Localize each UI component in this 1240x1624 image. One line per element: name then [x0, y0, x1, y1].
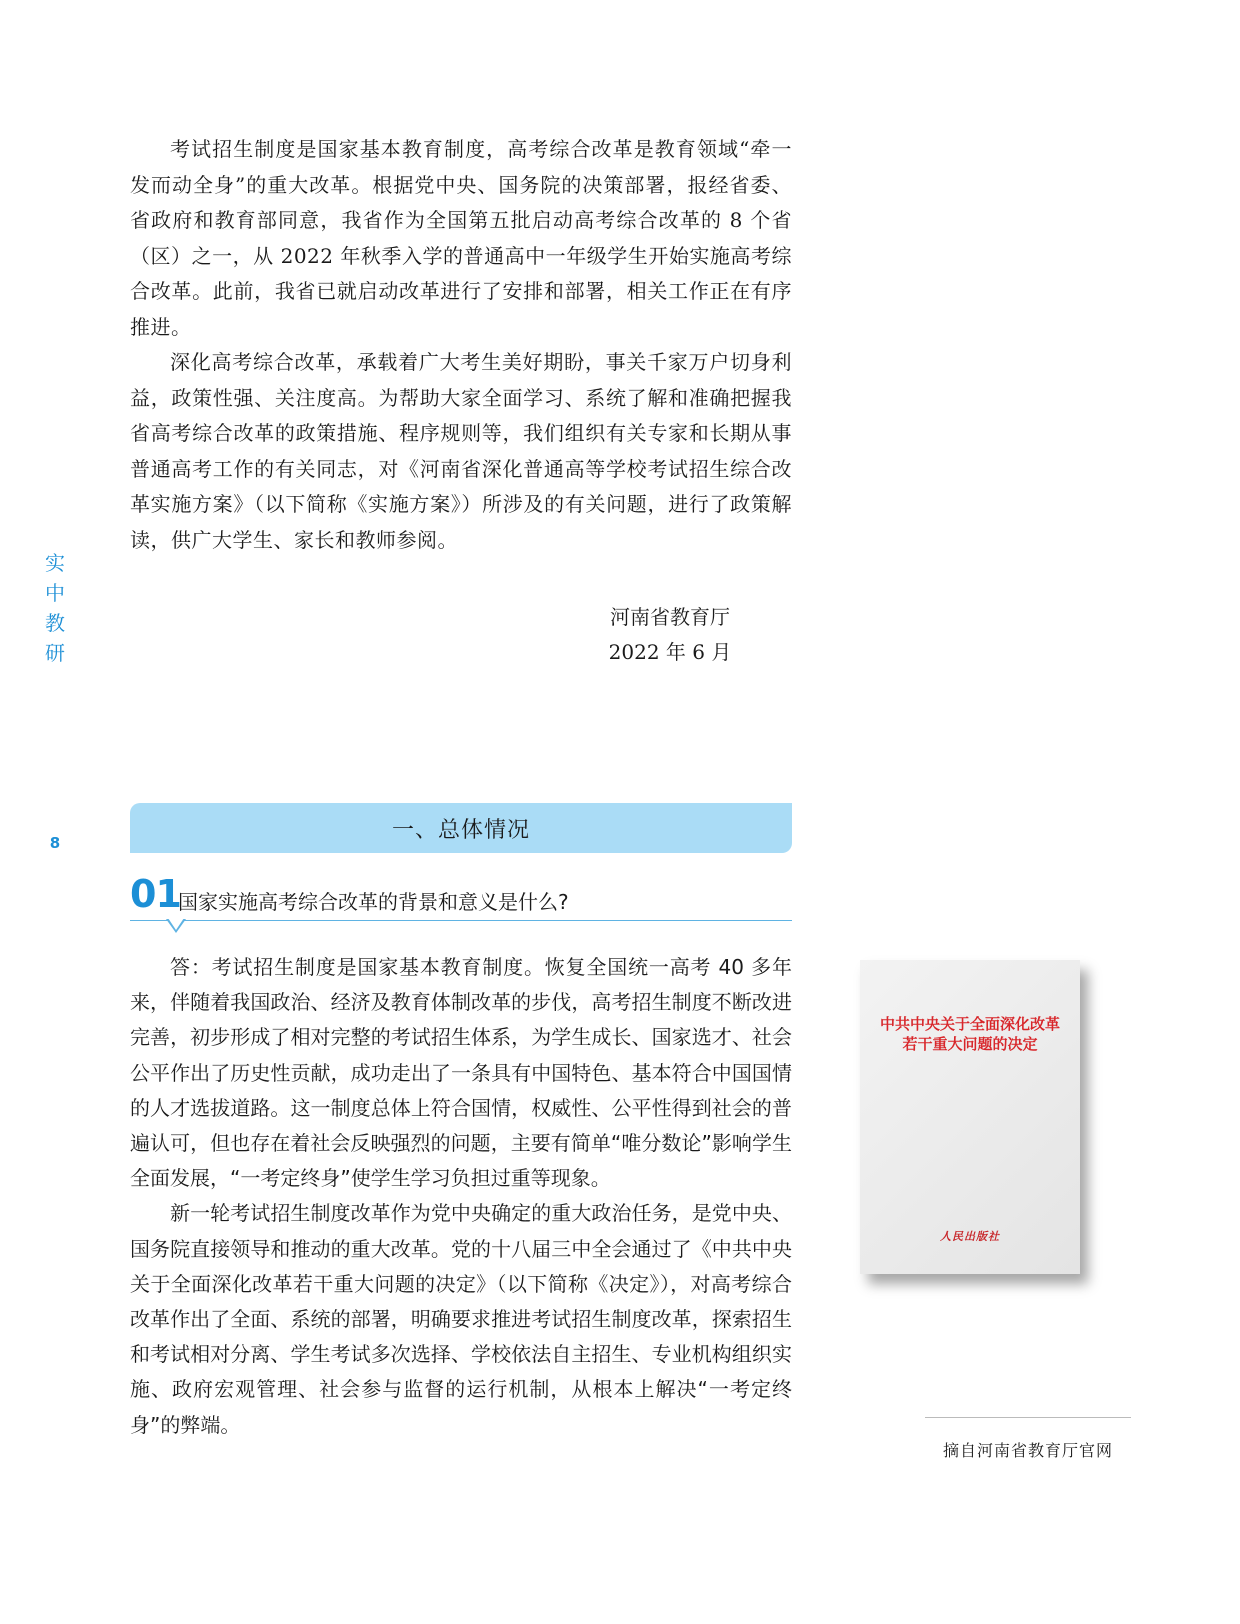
caption-divider	[925, 1417, 1131, 1418]
section-title: 一、总体情况	[391, 817, 530, 843]
book-publisher: 人民出版社	[940, 1230, 1000, 1243]
intro-paragraph: 考试招生制度是国家基本教育制度，高考综合改革是教育领域“牵一发而动全身”的重大改革。根据党中央、国务院的决策部署，报经省委、省政府和教育部同意，我省作为全国第五批启动高考综合改革的 8 个省（区）之一，从 2022 年秋季入学的普通高中一年级学生开始实施高考综合改革。此前，我省已就启动改革进行了安排和部署，相关工作正在有序推进。	[130, 137, 792, 339]
intro-paragraph: 深化高考综合改革，承载着广大考生美好期盼，事关千家万户切身利益，政策性强、关注度高。为帮助大家全面学习、系统了解和准确把握我省高考综合改革的政策措施、程序规则等，我们组织有关专家和长期从事普通高考工作的有关同志，对《河南省深化普通高等学校考试招生综合改革实施方案》（以下简称《实施方案》）所涉及的有关问题，进行了政策解读，供广大学生、家长和教师参阅。	[130, 350, 792, 552]
question-text: 国家实施高考综合改革的背景和意义是什么?	[178, 890, 569, 914]
question-pointer-icon	[166, 919, 186, 933]
book-title-line: 若干重大问题的决定	[902, 1035, 1038, 1053]
question-number: 01	[130, 872, 181, 916]
figure-caption: 摘自河南省教育厅官网	[942, 1441, 1113, 1460]
book-cover-image	[860, 960, 1080, 1274]
signature-date: 2022 年 6 月	[608, 640, 732, 664]
book-title-line: 中共中央关于全面深化改革	[879, 1015, 1060, 1033]
page-number: 8	[49, 834, 61, 852]
signature	[590, 600, 750, 670]
answer-paragraph: 新一轮考试招生制度改革作为党中央确定的重大政治任务，是党中央、国务院直接领导和推动的重大改革。党的十八届三中全会通过了《中共中央关于全面深化改革若干重大问题的决定》（以下简称《决定》），对高考综合改革作出了全面、系统的部署，明确要求推进考试招生制度改革，探索招生和考试相对分离、学生考试多次选择、学校依法自主招生、专业机构组织实施、政府宏观管理、社会参与监督的运行机制，从根本上解决“一考定终身”的弊端。	[130, 1201, 792, 1437]
section-banner	[130, 803, 792, 853]
question-header	[130, 872, 792, 921]
intro-section	[130, 132, 792, 558]
book-title	[870, 1014, 1070, 1054]
answer-section	[130, 950, 792, 1443]
side-label: 实中教研	[45, 551, 65, 665]
signature-org: 河南省教育厅	[610, 605, 730, 629]
answer-paragraph: 答：考试招生制度是国家基本教育制度。恢复全国统一高考 40 多年来，伴随着我国政治、经济及教育体制改革的步伐，高考招生制度不断改进完善，初步形成了相对完整的考试招生体系，为学生成长、国家选才、社会公平作出了历史性贡献，成功走出了一条具有中国特色、基本符合中国国情的人才选拔道路。这一制度总体上符合国情，权威性、公平性得到社会的普遍认可，但也存在着社会反映强烈的问题，主要有简单“唯分数论”影响学生全面发展，“一考定终身”使学生学习负担过重等现象。	[130, 955, 792, 1191]
